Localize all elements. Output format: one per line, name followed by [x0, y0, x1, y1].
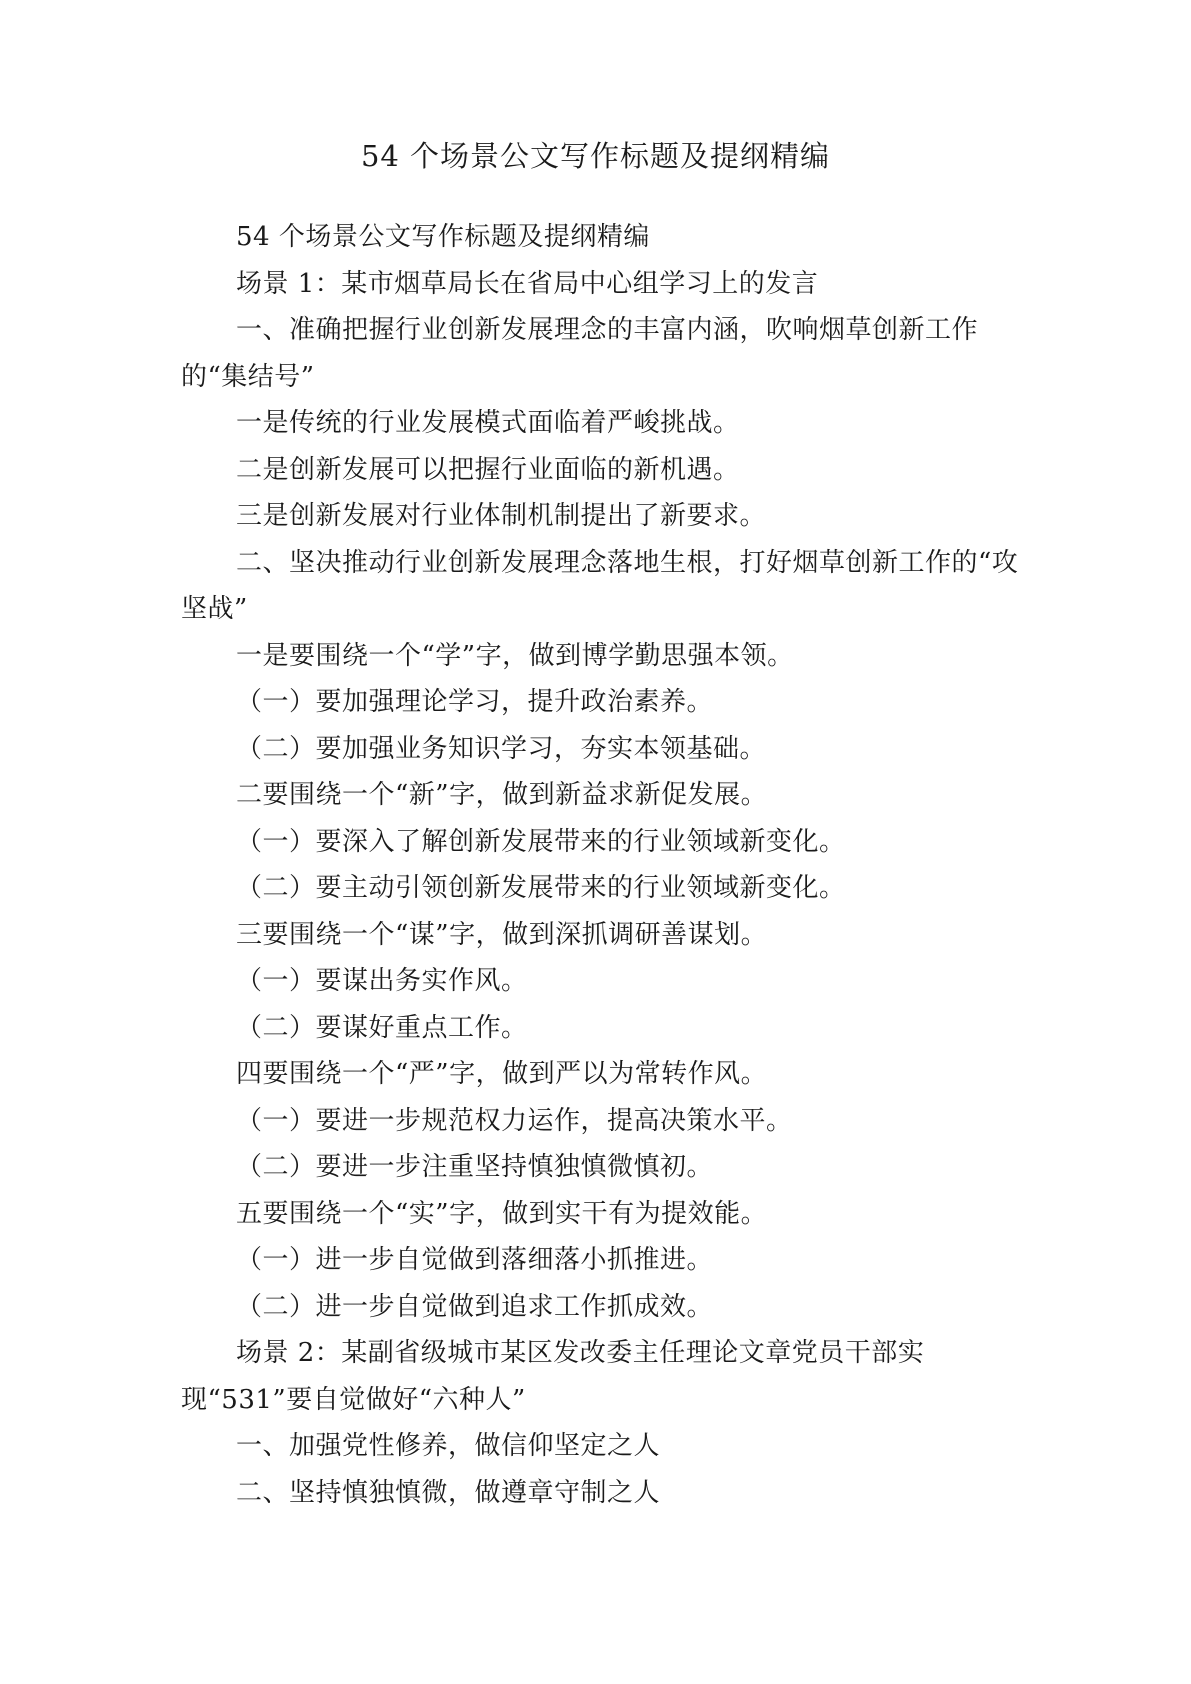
paragraph: 一、准确把握行业创新发展理念的丰富内涵，吹响烟草创新工作的“集结号”	[181, 315, 979, 392]
paragraph: 二、坚持慎独慎微，做遵章守制之人	[236, 1477, 661, 1508]
paragraph: 54 个场景公文写作标题及提纲精编	[236, 222, 650, 252]
paragraph: 二是创新发展可以把握行业面临的新机遇。	[236, 454, 740, 485]
paragraph: 三是创新发展对行业体制机制提出了新要求。	[236, 501, 767, 531]
paragraph: 四要围绕一个“严”字，做到严以为常转作风。	[236, 1059, 768, 1089]
paragraph: 一、加强党性修养，做信仰坚定之人	[236, 1431, 661, 1461]
paragraph: 二、坚决推动行业创新发展理念落地生根，打好烟草创新工作的“攻坚战”	[181, 547, 1019, 624]
paragraph: 一是传统的行业发展模式面临着严峻挑战。	[236, 408, 740, 438]
paragraph: （二）要进一步注重坚持慎独慎微慎初。	[236, 1152, 714, 1182]
paragraph: （二）要加强业务知识学习，夯实本领基础。	[236, 733, 767, 764]
paragraph: 场景 2：某副省级城市某区发改委主任理论文章党员干部实现“531”要自觉做好“六种人”	[181, 1338, 925, 1415]
paragraph: （一）要深入了解创新发展带来的行业领域新变化。	[236, 826, 846, 857]
paragraph: 五要围绕一个“实”字，做到实干有为提效能。	[236, 1198, 768, 1229]
paragraph: （二）要主动引领创新发展带来的行业领域新变化。	[236, 873, 846, 903]
paragraph: （二）要谋好重点工作。	[236, 1012, 528, 1043]
paragraph: （二）进一步自觉做到追求工作抓成效。	[236, 1291, 714, 1322]
paragraph: 场景 1：某市烟草局长在省局中心组学习上的发言	[236, 268, 819, 299]
paragraph: （一）要加强理论学习，提升政治素养。	[236, 687, 714, 717]
paragraph: （一）要进一步规范权力运作，提高决策水平。	[236, 1105, 793, 1136]
paragraph: （一）进一步自觉做到落细落小抓推进。	[236, 1245, 714, 1275]
paragraph: 二要围绕一个“新”字，做到新益求新促发展。	[236, 780, 768, 810]
paragraph: 一是要围绕一个“学”字，做到博学勤思强本领。	[236, 640, 794, 671]
paragraph: 三要围绕一个“谋”字，做到深抓调研善谋划。	[236, 919, 768, 950]
paragraph: （一）要谋出务实作风。	[236, 966, 528, 996]
document-title: 54 个场景公文写作标题及提纲精编	[360, 139, 831, 173]
document-body	[181, 214, 1027, 1516]
